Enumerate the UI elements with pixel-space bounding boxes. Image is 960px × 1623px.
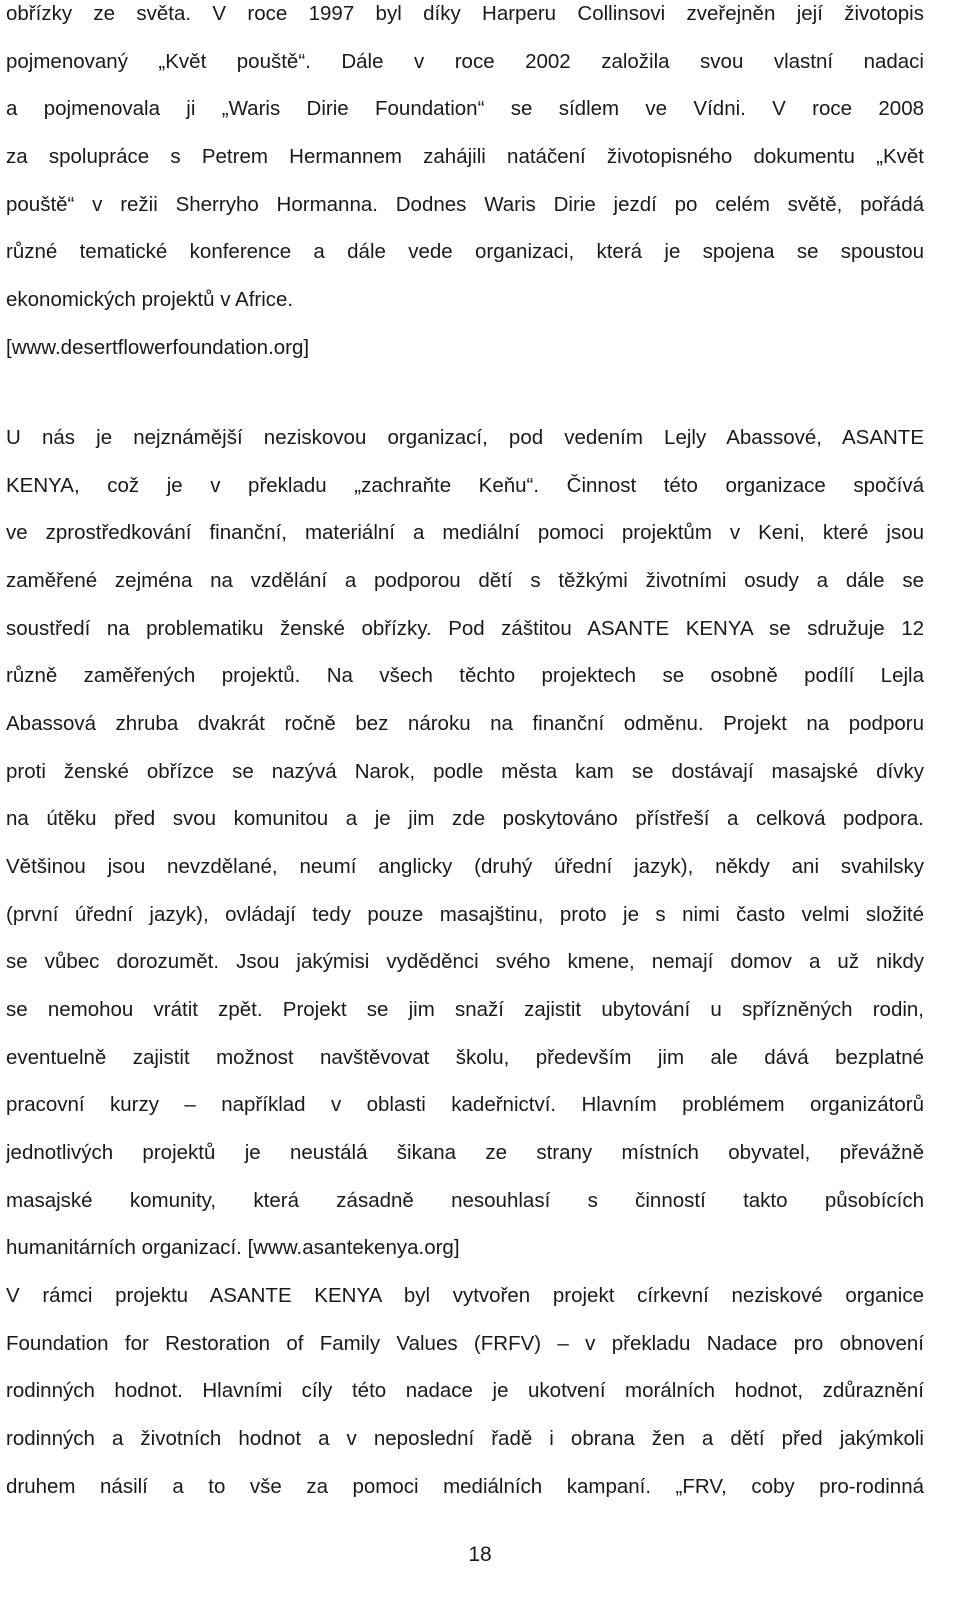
text-line: pojmenovaný „Květ pouště“. Dále v roce 2002 založila svou vlastní nadaci [6, 49, 924, 73]
text-line: se vůbec dorozumět. Jsou jakýmisi vyděděnci svého kmene, nemají domov a už nikdy [6, 950, 924, 974]
text-line: Abassová zhruba dvakrát ročně bez nároku na finanční odměnu. Projekt na podporu [6, 711, 924, 735]
text-line: KENYA, což je v překladu „zachraňte Keňu“. Činnost této organizace spočívá [6, 473, 924, 497]
text-line: obřízky ze světa. V roce 1997 byl díky Harperu Collinsovi zveřejněn její životopis [6, 2, 924, 25]
text-line: soustředí na problematiku ženské obřízky. Pod záštitou ASANTE KENYA se sdružuje 12 [6, 616, 924, 640]
page-number: 18 [468, 1543, 492, 1566]
text-line: pracovní kurzy – například v oblasti kadeřnictví. Hlavním problémem organizátorů [6, 1093, 924, 1117]
paragraph-waris-dirie [6, 0, 924, 371]
paragraph-asante-kenya [6, 414, 924, 1272]
text-line: na útěku před svou komunitou a je jim zde poskytováno přístřeší a celková podpora. [6, 807, 924, 831]
text-line: humanitárních organizací. [www.asantekenya.org] [6, 1236, 460, 1260]
text-line: proti ženské obřízce se nazývá Narok, podle města kam se dostávají masajské dívky [6, 759, 924, 783]
text-line: různě zaměřených projektů. Na všech těchto projektech se osobně podílí Lejla [6, 664, 924, 688]
text-line: za spolupráce s Petrem Hermannem zahájili natáčení životopisného dokumentu „Květ [6, 144, 924, 168]
source-reference: [www.desertflowerfoundation.org] [6, 335, 310, 359]
text-line: Většinou jsou nevzdělané, neumí anglicky (druhý úřední jazyk), někdy ani svahilsky [6, 854, 924, 878]
text-line: rodinných a životních hodnot a v neposlední řadě i obrana žen a dětí před jakýmkoli [6, 1426, 924, 1450]
text-line: rodinných hodnot. Hlavními cíly této nadace je ukotvení morálních hodnot, zdůraznění [6, 1379, 924, 1403]
text-line: U nás je nejznámější neziskovou organizací, pod vedením Lejly Abassové, ASANTE [6, 426, 924, 449]
text-line: Foundation for Restoration of Family Values (FRFV) – v překladu Nadace pro obnovení [6, 1331, 924, 1355]
text-line: V rámci projektu ASANTE KENYA byl vytvořen projekt církevní neziskové organice [6, 1284, 924, 1307]
text-line: a pojmenovala ji „Waris Dirie Foundation“ se sídlem ve Vídni. V roce 2008 [6, 97, 924, 121]
text-line: zaměřené zejména na vzdělání a podporou dětí s těžkými životními osudy a dále se [6, 568, 924, 592]
text-line: různé tematické konference a dále vede organizaci, která je spojena se spoustou [6, 240, 924, 264]
text-line: eventuelně zajistit možnost navštěvovat školu, především jim ale dává bezplatné [6, 1045, 924, 1069]
text-line: pouště“ v režii Sherryho Hormanna. Dodnes Waris Dirie jezdí po celém světě, pořádá [6, 192, 924, 216]
text-line: (první úřední jazyk), ovládají tedy pouze masajštinu, proto je s nimi často velmi složité [6, 902, 924, 926]
paragraph-frfv [6, 1272, 924, 1510]
text-line: druhem násilí a to vše za pomoci mediálních kampaní. „FRV, coby pro-rodinná [6, 1474, 924, 1498]
text-line: se nemohou vrátit zpět. Projekt se jim snaží zajistit ubytování u spřízněných rodin, [6, 997, 924, 1021]
text-line: ve zprostředkování finanční, materiální a mediální pomoci projektům v Keni, které jsou [6, 521, 924, 545]
text-line: ekonomických projektů v Africe. [6, 287, 294, 311]
text-line: masajské komunity, která zásadně nesouhlasí s činností takto působících [6, 1188, 924, 1212]
text-line: jednotlivých projektů je neustálá šikana ze strany místních obyvatel, převážně [6, 1140, 924, 1164]
